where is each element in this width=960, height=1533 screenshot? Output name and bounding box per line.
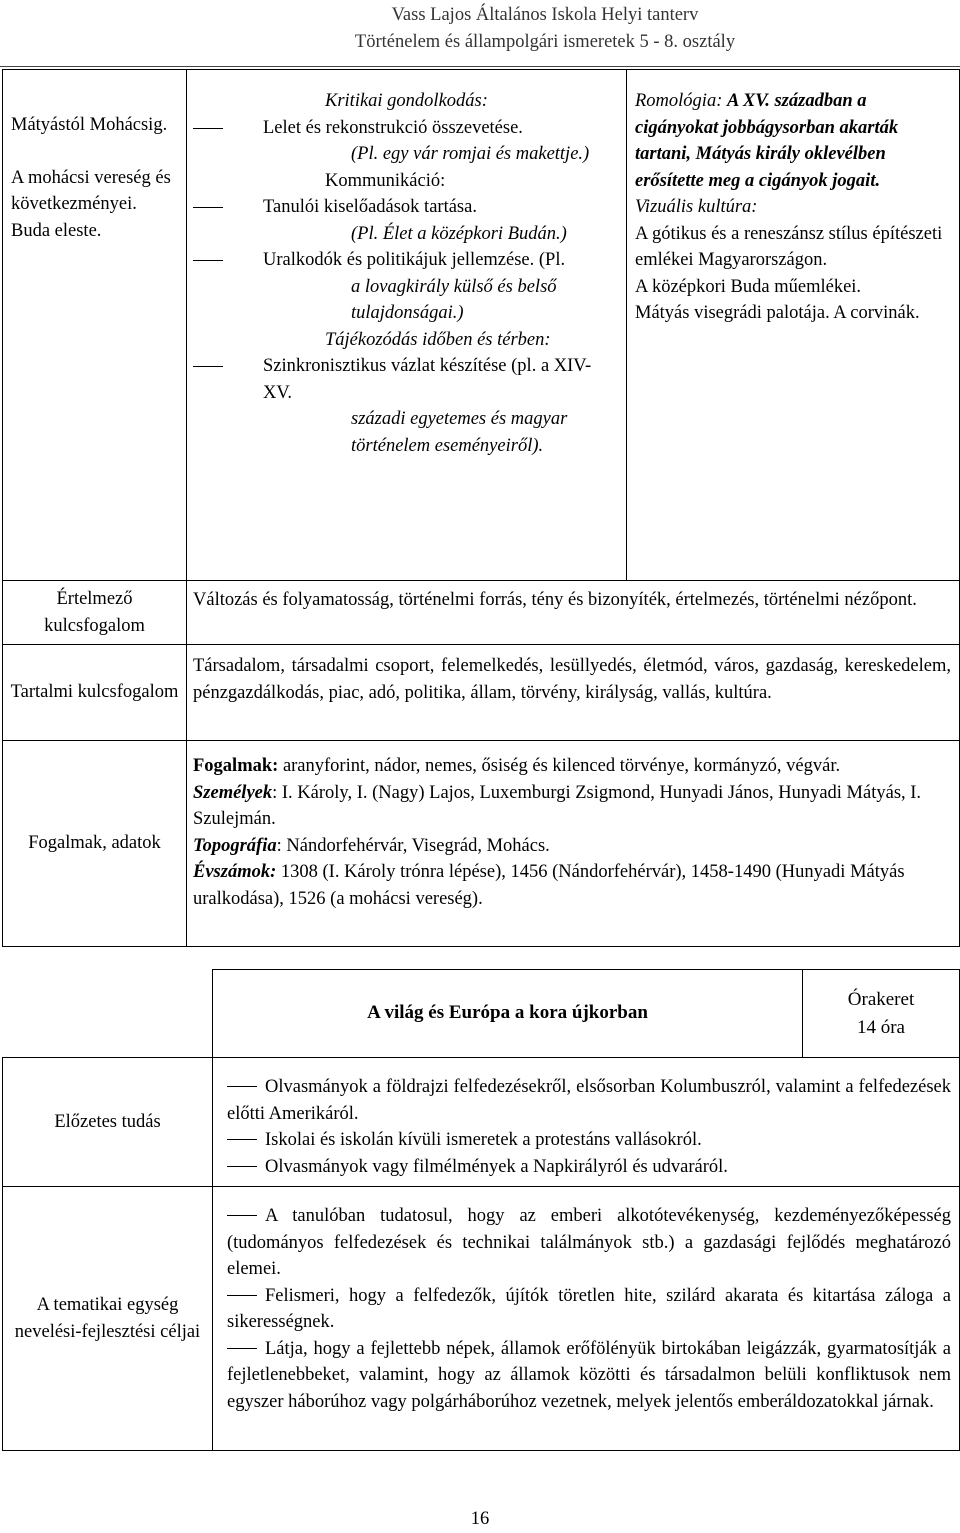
- dash-bullet: [227, 1295, 257, 1296]
- goals-label: A tematikai egység nevelési-fejlesztési céljai: [3, 1187, 213, 1451]
- topic-line-1: Mátyástól Mohácsig.: [11, 115, 168, 135]
- dash-bullet: [227, 1166, 257, 1167]
- goal-item-2: Felismeri, hogy a felfedezők, újítók töretlen hite, szilárd akarata és kitartása záloga a sikerességnek.: [227, 1285, 951, 1332]
- item-find-reconstruction: Lelet és rekonstrukció összevetése.: [263, 117, 523, 138]
- heading-communication: Kommunikáció:: [325, 170, 446, 191]
- connections-cell: [627, 70, 960, 581]
- hours-value: 14 óra: [856, 1016, 905, 1038]
- development-tasks-cell: [187, 70, 627, 581]
- prior-item-2: Iskolai és iskolán kívüli ismeretek a protestáns vallásokról.: [227, 1127, 951, 1154]
- page-header-subject: Történelem és állampolgári ismeretek 5 - 8. osztály: [354, 32, 736, 52]
- facts-dates-text: 1308 (I. Károly trónra lépése), 1456 (Nándorfehérvár), 1458-1490 (Hunyadi Mátyás uralkodása), 1526 (a mohácsi vereség).: [193, 862, 905, 909]
- visual-culture-text: A gótikus és a reneszánsz stílus építészeti emlékei Magyarországon.: [635, 223, 943, 270]
- heading-romology: Romológia:: [635, 91, 723, 111]
- prior-item-3: Olvasmányok vagy filmélmények a Napkirályról és udvaráról.: [227, 1154, 951, 1181]
- row-text-content: Társadalom, társadalmi csoport, felemelkedés, lesüllyedés, életmód, város, gazdaság, kereskedelem, pénzgazdálkodás, piac, adó, politika, állam, törvény, királyság, vallás, kultúra.: [187, 645, 960, 741]
- row-label-interpretive: Értelmező kulcsfogalom: [3, 581, 187, 645]
- romology-text: A XV. században a cigányokat jobbágysorban akarták tartani, Mátyás király oklevélben erősítette meg a cigányok jogait.: [635, 91, 899, 191]
- item-synchronistic-outline-example: századi egyetemes és magyar történelem eseményeiről).: [351, 409, 568, 456]
- facts-dates-heading: Évszámok:: [193, 862, 277, 882]
- dash-bullet: [227, 1139, 257, 1140]
- prior-knowledge-cell: [213, 1058, 960, 1187]
- heading-critical-thinking: Kritikai gondolkodás:: [325, 91, 488, 111]
- facts-concepts-heading: Fogalmak:: [193, 756, 279, 776]
- unit-title: A világ és Európa a kora újkorban: [213, 970, 803, 1058]
- empty-corner: [3, 970, 213, 1058]
- prior-item-1: Olvasmányok a földrajzi felfedezésekről, elsősorban Kolumbuszról, valamint a felfedezések előtti Amerikáról.: [227, 1077, 951, 1124]
- item-synchronistic-outline: Szinkronisztikus vázlat készítése (pl. a XIV-XV.: [263, 356, 592, 403]
- facts-concepts-text: aranyforint, nádor, nemes, ősiség és kilenced törvénye, kormányzó, végvár.: [282, 756, 841, 776]
- heading-orientation: Tájékozódás időben és térben:: [325, 329, 551, 350]
- item-rulers-politics-example: a lovagkirály külső és belső tulajdonságai.): [351, 276, 557, 323]
- dash-bullet: [227, 1348, 257, 1349]
- facts-topography-text: : Nándorfehérvár, Visegrád, Mohács.: [276, 835, 550, 856]
- header-divider: [0, 66, 960, 67]
- item-find-reconstruction-example: (Pl. egy vár romjai és makettje.): [351, 144, 590, 164]
- heading-visual-culture: Vizuális kultúra:: [635, 197, 758, 217]
- item-student-presentations: Tanulói kiselőadások tartása.: [263, 197, 477, 217]
- hours-label: Órakeret: [847, 988, 915, 1010]
- facts-persons-text: : I. Károly, I. (Nagy) Lajos, Luxemburgi Zsigmond, Hunyadi János, Hunyadi Mátyás, I. Szulejmán.: [193, 782, 922, 829]
- facts-cell: [187, 741, 960, 947]
- hours-cell: [803, 970, 960, 1058]
- item-rulers-politics: Uralkodók és politikájuk jellemzése. (Pl.: [263, 250, 566, 270]
- visegrad-palace-text: Mátyás visegrádi palotája. A corvinák.: [635, 303, 920, 323]
- topic-cell: [3, 70, 187, 581]
- facts-persons-heading: Személyek: [193, 782, 273, 803]
- goal-item-1: A tanulóban tudatosul, hogy az emberi alkotótevékenység, kezdeményezőképesség (tudományos felfedezések és technikai találmányok stb.) a gazdasági fejlődés meghatározó elemei.: [227, 1206, 951, 1279]
- topic-line-2: A mohácsi vereség és következményei. Buda eleste.: [11, 167, 171, 241]
- prior-knowledge-label: Előzetes tudás: [3, 1058, 213, 1187]
- item-student-presentations-example: (Pl. Élet a középkori Budán.): [351, 223, 567, 244]
- row-label-facts: Fogalmak, adatok: [3, 741, 187, 947]
- page-header-school: Vass Lajos Általános Iskola Helyi tanterv: [391, 5, 699, 25]
- buda-monuments-text: A középkori Buda műemlékei.: [635, 276, 862, 297]
- row-text-interpretive: Változás és folyamatosság, történelmi forrás, tény és bizonyíték, értelmezés, történelmi nézőpont.: [187, 581, 960, 645]
- row-label-content: Tartalmi kulcsfogalom: [3, 645, 187, 741]
- goals-cell: [213, 1187, 960, 1451]
- curriculum-table-2: [2, 969, 960, 1451]
- dash-bullet: [227, 1215, 257, 1216]
- page-number: 16: [470, 1509, 490, 1529]
- facts-topography-heading: Topográfia: [193, 835, 277, 856]
- curriculum-table-1: [2, 69, 960, 947]
- goal-item-3: Látja, hogy a fejlettebb népek, államok erőfölényük birtokában leigázzák, gyarmatosítják a fejletlenebbeket, valamint, hogy az államok közötti és társadalmon belüli konfliktusok nem egyszer háborúhoz vagy polgárháborúhoz vezetnek, melyek jelentős emberáldozatokkal járnak.: [227, 1338, 951, 1412]
- dash-bullet: [227, 1086, 257, 1087]
